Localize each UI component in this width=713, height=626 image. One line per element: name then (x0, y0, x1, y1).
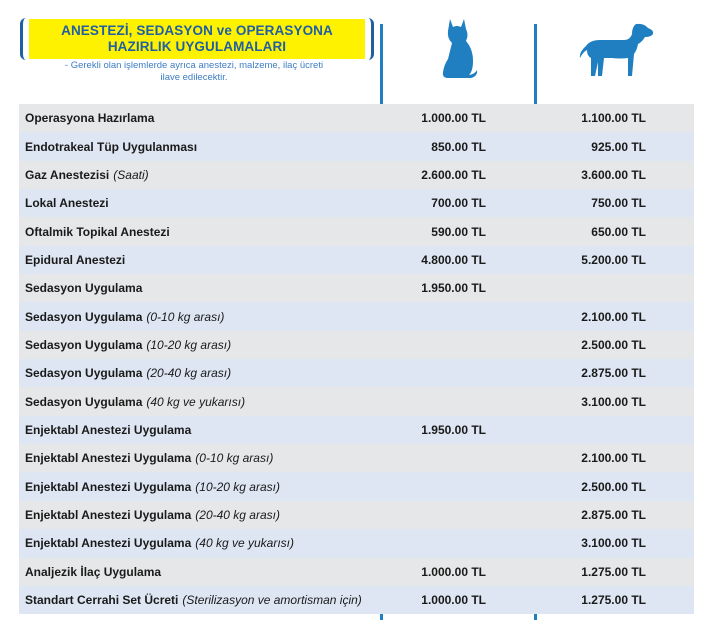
table-row (19, 529, 694, 557)
table-row (19, 189, 694, 217)
service-note: (Saati) (113, 167, 149, 182)
table-row (19, 104, 694, 132)
service-label: Sedasyon Uygulama (25, 309, 143, 324)
service-label: Analjezik İlaç Uygulama (25, 564, 162, 579)
title-frame (20, 18, 374, 60)
title-line-1: ANESTEZİ, SEDASYON ve OPERASYONA (61, 23, 333, 38)
cat-icon (436, 15, 478, 79)
dog-price: 1.275.00 TL (581, 564, 646, 579)
service-label: Sedasyon Uygulama (25, 394, 143, 409)
table-row (19, 246, 694, 274)
dog-price: 2.100.00 TL (581, 451, 646, 466)
table-row (19, 217, 694, 245)
table-row (19, 331, 694, 359)
cat-price: 1.000.00 TL (421, 111, 486, 126)
dog-icon (578, 22, 654, 78)
table-row (19, 586, 694, 614)
table-row (19, 359, 694, 387)
service-name (25, 359, 231, 387)
table-row (19, 302, 694, 330)
service-name (25, 444, 273, 472)
dog-price: 3.100.00 TL (581, 536, 646, 551)
service-note: (20-40 kg arası) (146, 366, 232, 381)
service-label: Gaz Anestezisi (25, 167, 110, 182)
cat-price: 1.000.00 TL (421, 593, 486, 608)
service-name (25, 416, 195, 444)
service-label: Enjektabl Anestezi Uygulama (25, 536, 192, 551)
service-label: Oftalmik Topikal Anestezi (25, 224, 170, 239)
dog-price: 2.500.00 TL (581, 337, 646, 352)
dog-price: 2.500.00 TL (581, 479, 646, 494)
dog-price: 1.275.00 TL (581, 593, 646, 608)
cat-price: 1.000.00 TL (421, 564, 486, 579)
service-name (25, 331, 231, 359)
cat-price: 850.00 TL (431, 139, 486, 154)
service-note: (0-10 kg arası) (195, 451, 274, 466)
service-label: Sedasyon Uygulama (25, 366, 143, 381)
price-table (19, 104, 694, 614)
table-row (19, 501, 694, 529)
service-name (25, 529, 294, 557)
service-name (25, 217, 174, 245)
service-label: Epidural Anestezi (25, 252, 126, 267)
table-row (19, 274, 694, 302)
table-row (19, 387, 694, 415)
service-name (25, 274, 146, 302)
service-label: Enjektabl Anestezi Uygulama (25, 451, 192, 466)
table-row (19, 416, 694, 444)
service-label: Lokal Anestezi (25, 196, 109, 211)
dog-price: 925.00 TL (591, 139, 646, 154)
dog-price: 650.00 TL (591, 224, 646, 239)
cat-price: 1.950.00 TL (421, 422, 486, 437)
table-row (19, 558, 694, 586)
dog-price: 2.875.00 TL (581, 366, 646, 381)
dog-price: 1.100.00 TL (581, 111, 646, 126)
service-note: (20-40 kg arası) (195, 507, 280, 522)
title-line-2: HAZIRLIK UYGULAMALARI (107, 39, 287, 54)
cat-price: 2.600.00 TL (421, 167, 486, 182)
service-note: (40 kg ve yukarısı) (195, 536, 294, 551)
service-name (25, 161, 149, 189)
service-name (25, 246, 129, 274)
cat-price: 700.00 TL (431, 196, 486, 211)
service-label: Endotrakeal Tüp Uygulanması (25, 139, 198, 154)
note-line-1: - Gerekli olan işlemlerde ayrıca anestezi, malzeme, ilaç ücreti (64, 60, 324, 71)
dog-price: 5.200.00 TL (581, 252, 646, 267)
service-name (25, 472, 280, 500)
service-name (25, 132, 201, 160)
cat-price: 4.800.00 TL (421, 252, 486, 267)
service-name (25, 558, 165, 586)
service-note: (10-20 kg arası) (146, 337, 232, 352)
dog-price: 2.100.00 TL (581, 309, 646, 324)
cat-price: 1.950.00 TL (421, 281, 486, 296)
service-name (25, 387, 245, 415)
service-note: (40 kg ve yukarısı) (146, 394, 246, 409)
service-note: (10-20 kg arası) (195, 479, 280, 494)
service-name (25, 189, 113, 217)
service-label: Sedasyon Uygulama (25, 281, 143, 296)
service-name (25, 302, 224, 330)
title-box (29, 19, 365, 59)
service-name (25, 104, 158, 132)
service-label: Sedasyon Uygulama (25, 337, 143, 352)
service-label: Enjektabl Anestezi Uygulama (25, 507, 192, 522)
service-note: (Sterilizasyon ve amortisman için) (182, 593, 362, 608)
dog-price: 750.00 TL (591, 196, 646, 211)
service-label: Standart Cerrahi Set Ücreti (25, 593, 179, 608)
table-row (19, 161, 694, 189)
cat-price: 590.00 TL (431, 224, 486, 239)
table-row (19, 132, 694, 160)
service-note: (0-10 kg arası) (146, 309, 225, 324)
service-label: Enjektabl Anestezi Uygulama (25, 479, 192, 494)
note-line-2: ilave edilecektir. (160, 72, 228, 83)
table-row (19, 472, 694, 500)
service-label: Enjektabl Anestezi Uygulama (25, 422, 192, 437)
price-note (40, 60, 348, 84)
dog-price: 2.875.00 TL (581, 507, 646, 522)
service-label: Operasyona Hazırlama (25, 111, 155, 126)
service-name (25, 586, 362, 614)
dog-price: 3.100.00 TL (581, 394, 646, 409)
service-name (25, 501, 280, 529)
table-row (19, 444, 694, 472)
dog-price: 3.600.00 TL (581, 167, 646, 182)
